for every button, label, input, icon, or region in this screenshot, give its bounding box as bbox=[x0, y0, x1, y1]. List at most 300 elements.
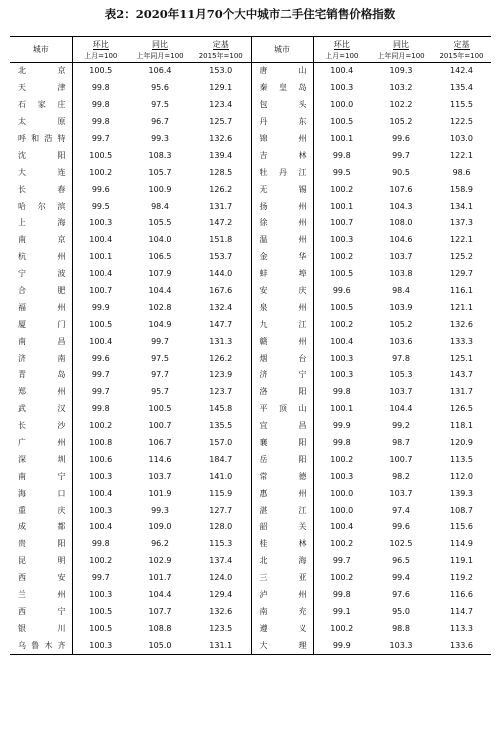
city-name: 桂林 bbox=[251, 536, 313, 553]
base-index: 134.1 bbox=[450, 201, 473, 211]
mom-index: 100.2 bbox=[330, 573, 354, 583]
table-row bbox=[10, 164, 491, 181]
yoy-index: 96.7 bbox=[151, 117, 169, 127]
yoy-index: 114.6 bbox=[148, 454, 172, 464]
mom-index: 100.4 bbox=[89, 488, 113, 498]
city-name: 扬州 bbox=[251, 198, 313, 215]
yoy-index: 95.7 bbox=[151, 387, 169, 397]
base-index: 131.3 bbox=[191, 333, 251, 350]
table-row bbox=[10, 637, 491, 654]
yoy-index: 106.4 bbox=[148, 66, 172, 76]
header-city-left: 城市 bbox=[10, 37, 72, 63]
city-name: 广州 bbox=[10, 435, 72, 452]
city-name: 蚌埠 bbox=[251, 266, 313, 283]
header-yoy-right bbox=[370, 37, 432, 51]
city-name: 济南 bbox=[10, 350, 72, 367]
city-name: 西宁 bbox=[10, 604, 72, 621]
mom-index: 99.9 bbox=[332, 421, 351, 431]
base-index: 122.1 bbox=[450, 235, 473, 245]
yoy-index: 108.8 bbox=[148, 623, 172, 633]
base-index: 123.7 bbox=[191, 384, 251, 401]
base-index: 157.0 bbox=[191, 435, 251, 452]
city-name: 成都 bbox=[10, 519, 72, 536]
yoy-index: 102.8 bbox=[148, 302, 172, 312]
mom-index: 99.7 bbox=[91, 370, 110, 380]
header-yoy-left bbox=[129, 37, 191, 51]
city-name: 岳阳 bbox=[251, 451, 313, 468]
city-name: 南京 bbox=[10, 232, 72, 249]
header-base-sub-left: 2015年=100 bbox=[191, 50, 251, 63]
header-city-right: 城市 bbox=[251, 37, 313, 63]
yoy-index: 104.9 bbox=[148, 319, 172, 329]
base-index: 112.0 bbox=[450, 471, 473, 481]
mom-index: 100.1 bbox=[330, 404, 354, 414]
yoy-index: 109.0 bbox=[148, 522, 172, 532]
yoy-index: 104.3 bbox=[389, 201, 413, 211]
base-index: 133.6 bbox=[432, 637, 491, 654]
mom-index: 99.1 bbox=[332, 606, 351, 616]
table-row bbox=[10, 451, 491, 468]
base-index: 131.1 bbox=[191, 637, 251, 654]
table-row bbox=[10, 604, 491, 621]
city-name: 青岛 bbox=[10, 367, 72, 384]
mom-index: 100.5 bbox=[330, 269, 354, 279]
yoy-index: 105.0 bbox=[129, 637, 191, 654]
mom-index: 100.2 bbox=[89, 421, 113, 431]
yoy-index: 99.6 bbox=[392, 134, 410, 143]
mom-index: 100.0 bbox=[330, 100, 354, 110]
base-index: 113.5 bbox=[450, 454, 473, 464]
city-name: 南充 bbox=[251, 604, 313, 621]
yoy-index: 103.7 bbox=[389, 387, 413, 397]
yoy-index: 99.7 bbox=[151, 336, 169, 346]
yoy-index: 103.9 bbox=[389, 302, 413, 312]
table-row bbox=[10, 333, 491, 350]
city-name: 石家庄 bbox=[10, 97, 72, 114]
mom-index: 99.7 bbox=[91, 134, 110, 143]
base-index: 119.2 bbox=[450, 573, 473, 583]
city-name: 徐州 bbox=[251, 215, 313, 232]
yoy-index: 107.6 bbox=[389, 184, 413, 194]
base-index: 129.1 bbox=[191, 80, 251, 97]
city-name: 贵阳 bbox=[10, 536, 72, 553]
mom-index: 100.2 bbox=[330, 184, 354, 194]
base-index: 129.4 bbox=[191, 587, 251, 604]
mom-index: 99.8 bbox=[332, 438, 351, 448]
yoy-index: 104.0 bbox=[148, 235, 172, 245]
base-index: 118.1 bbox=[450, 421, 473, 431]
city-name: 吉林 bbox=[251, 147, 313, 164]
price-index-table bbox=[10, 36, 491, 655]
mom-index: 100.3 bbox=[72, 637, 129, 654]
table-row bbox=[10, 367, 491, 384]
yoy-index: 104.4 bbox=[148, 286, 172, 296]
yoy-index: 100.5 bbox=[148, 404, 172, 414]
city-name: 海口 bbox=[10, 485, 72, 502]
city-name: 九江 bbox=[251, 316, 313, 333]
city-name: 秦皇岛 bbox=[251, 80, 313, 97]
table-row bbox=[10, 266, 491, 283]
base-index: 153.0 bbox=[191, 63, 251, 80]
table-row bbox=[10, 63, 491, 80]
base-index: 139.3 bbox=[450, 488, 473, 498]
base-index: 132.4 bbox=[191, 299, 251, 316]
base-index: 147.2 bbox=[191, 215, 251, 232]
header-base-sub-right: 2015年=100 bbox=[432, 50, 491, 63]
city-name: 平顶山 bbox=[251, 401, 313, 418]
header-mom-label: 环比 bbox=[333, 40, 350, 49]
base-index: 108.7 bbox=[450, 505, 473, 515]
base-index: 142.4 bbox=[450, 66, 473, 76]
mom-index: 100.5 bbox=[89, 623, 113, 633]
yoy-index: 104.6 bbox=[389, 235, 413, 245]
yoy-index: 97.5 bbox=[151, 353, 169, 363]
city-name: 包头 bbox=[251, 97, 313, 114]
table-row bbox=[10, 401, 491, 418]
mom-index: 100.4 bbox=[330, 522, 354, 532]
yoy-index: 90.5 bbox=[392, 167, 410, 177]
mom-index: 100.4 bbox=[89, 235, 113, 245]
city-name: 兰州 bbox=[10, 587, 72, 604]
mom-index: 100.3 bbox=[89, 505, 113, 515]
base-index: 125.7 bbox=[191, 114, 251, 131]
yoy-index: 96.2 bbox=[151, 539, 169, 549]
city-name: 襄阳 bbox=[251, 435, 313, 452]
header-base-label: 定基 bbox=[212, 40, 229, 49]
mom-index: 100.8 bbox=[89, 438, 113, 448]
table-row bbox=[10, 384, 491, 401]
base-index: 145.8 bbox=[191, 401, 251, 418]
city-name: 乌鲁木齐 bbox=[10, 637, 72, 654]
city-name: 呼和浩特 bbox=[10, 131, 72, 148]
mom-index: 99.7 bbox=[91, 387, 110, 397]
base-index: 143.7 bbox=[450, 370, 473, 380]
city-name: 常德 bbox=[251, 468, 313, 485]
mom-index: 100.5 bbox=[89, 319, 113, 329]
yoy-index: 106.7 bbox=[148, 438, 172, 448]
yoy-index: 106.5 bbox=[148, 252, 172, 262]
city-name: 济宁 bbox=[251, 367, 313, 384]
table-row bbox=[10, 502, 491, 519]
base-index: 128.5 bbox=[191, 164, 251, 181]
table-row bbox=[10, 350, 491, 367]
city-name: 长沙 bbox=[10, 418, 72, 435]
yoy-index: 98.4 bbox=[151, 201, 169, 211]
base-index: 139.4 bbox=[191, 147, 251, 164]
mom-index: 99.9 bbox=[313, 637, 370, 654]
city-name: 银川 bbox=[10, 620, 72, 637]
city-name: 惠州 bbox=[251, 485, 313, 502]
city-name: 西安 bbox=[10, 570, 72, 587]
mom-index: 100.2 bbox=[89, 556, 113, 566]
table-title: 表2：2020年11月70个大中城市二手住宅销售价格指数 bbox=[104, 7, 396, 21]
city-name: 南宁 bbox=[10, 468, 72, 485]
mom-index: 99.6 bbox=[91, 353, 110, 363]
mom-index: 100.0 bbox=[330, 505, 354, 515]
mom-index: 100.7 bbox=[89, 286, 113, 296]
yoy-index: 109.3 bbox=[389, 66, 413, 76]
base-index: 131.7 bbox=[450, 387, 473, 397]
yoy-index: 103.7 bbox=[389, 252, 413, 262]
table-row bbox=[10, 147, 491, 164]
table-row bbox=[10, 418, 491, 435]
city-name: 锦州 bbox=[251, 131, 313, 148]
city-name: 哈尔滨 bbox=[10, 198, 72, 215]
mom-index: 100.4 bbox=[330, 66, 354, 76]
base-index: 135.4 bbox=[450, 83, 473, 93]
table-row bbox=[10, 570, 491, 587]
yoy-index: 95.6 bbox=[151, 83, 169, 93]
mom-index: 100.0 bbox=[330, 488, 354, 498]
base-index: 132.6 bbox=[191, 131, 251, 148]
mom-index: 100.2 bbox=[330, 319, 354, 329]
yoy-index: 95.0 bbox=[392, 606, 410, 616]
base-index: 126.5 bbox=[450, 404, 473, 414]
city-name: 泉州 bbox=[251, 299, 313, 316]
table-row bbox=[10, 215, 491, 232]
mom-index: 100.5 bbox=[89, 606, 113, 616]
base-index: 115.5 bbox=[450, 100, 473, 110]
mom-index: 99.5 bbox=[332, 167, 351, 177]
city-name: 宜昌 bbox=[251, 418, 313, 435]
table-row bbox=[10, 299, 491, 316]
yoy-index: 99.3 bbox=[151, 505, 169, 515]
base-index: 114.9 bbox=[450, 539, 473, 549]
mom-index: 99.6 bbox=[332, 286, 351, 296]
table-row bbox=[10, 536, 491, 553]
table-row bbox=[10, 283, 491, 300]
table-row bbox=[10, 131, 491, 148]
header-yoy-sub-right: 上年同月=100 bbox=[370, 50, 432, 63]
mom-index: 99.8 bbox=[91, 117, 110, 127]
city-name: 沈阳 bbox=[10, 147, 72, 164]
table-row bbox=[10, 485, 491, 502]
base-index: 137.4 bbox=[191, 553, 251, 570]
city-name: 洛阳 bbox=[251, 384, 313, 401]
mom-index: 99.8 bbox=[91, 100, 110, 110]
city-name: 牡丹江 bbox=[251, 164, 313, 181]
base-index: 98.6 bbox=[452, 167, 471, 177]
base-index: 135.5 bbox=[191, 418, 251, 435]
mom-index: 100.2 bbox=[89, 167, 113, 177]
base-index: 184.7 bbox=[191, 451, 251, 468]
header-mom-sub-left: 上月=100 bbox=[72, 50, 129, 63]
base-index: 113.3 bbox=[450, 623, 473, 633]
yoy-index: 99.6 bbox=[392, 522, 410, 532]
mom-index: 99.8 bbox=[332, 387, 351, 397]
mom-index: 100.3 bbox=[89, 590, 113, 600]
city-name: 长春 bbox=[10, 181, 72, 198]
table-row bbox=[10, 316, 491, 333]
header-mom-right bbox=[313, 37, 370, 51]
yoy-index: 99.7 bbox=[392, 150, 410, 160]
yoy-index: 100.7 bbox=[148, 421, 172, 431]
base-index: 125.2 bbox=[450, 252, 473, 262]
yoy-index: 105.3 bbox=[389, 370, 413, 380]
city-name: 韶关 bbox=[251, 519, 313, 536]
base-index: 151.8 bbox=[191, 232, 251, 249]
base-index: 122.5 bbox=[450, 117, 473, 127]
city-name: 太原 bbox=[10, 114, 72, 131]
city-name: 杭州 bbox=[10, 249, 72, 266]
city-name: 安庆 bbox=[251, 283, 313, 300]
mom-index: 100.5 bbox=[89, 150, 113, 160]
header-yoy-label: 同比 bbox=[152, 40, 168, 49]
base-index: 141.0 bbox=[191, 468, 251, 485]
yoy-index: 103.2 bbox=[389, 83, 413, 93]
city-name: 泸州 bbox=[251, 587, 313, 604]
city-name: 厦门 bbox=[10, 316, 72, 333]
base-index: 115.9 bbox=[191, 485, 251, 502]
city-name: 金华 bbox=[251, 249, 313, 266]
mom-index: 100.2 bbox=[330, 623, 354, 633]
base-index: 133.3 bbox=[450, 336, 473, 346]
mom-index: 100.4 bbox=[330, 336, 354, 346]
base-index: 147.7 bbox=[191, 316, 251, 333]
base-index: 144.0 bbox=[191, 266, 251, 283]
yoy-index: 99.2 bbox=[392, 421, 410, 431]
header-yoy-label: 同比 bbox=[393, 40, 409, 49]
city-name: 湛江 bbox=[251, 502, 313, 519]
yoy-index: 103.8 bbox=[389, 269, 413, 279]
mom-index: 99.8 bbox=[332, 150, 351, 160]
table-row bbox=[10, 181, 491, 198]
base-index: 123.5 bbox=[191, 620, 251, 637]
table-row bbox=[10, 468, 491, 485]
mom-index: 100.1 bbox=[330, 134, 354, 143]
mom-index: 99.8 bbox=[91, 83, 110, 93]
mom-index: 100.5 bbox=[330, 302, 354, 312]
mom-index: 99.7 bbox=[91, 573, 110, 583]
yoy-index: 105.5 bbox=[148, 218, 172, 228]
city-name: 武汉 bbox=[10, 401, 72, 418]
yoy-index: 105.2 bbox=[389, 319, 413, 329]
yoy-index: 108.0 bbox=[389, 218, 413, 228]
header-mom-sub-right: 上月=100 bbox=[313, 50, 370, 63]
base-index: 167.6 bbox=[191, 283, 251, 300]
base-index: 128.0 bbox=[191, 519, 251, 536]
mom-index: 100.4 bbox=[89, 522, 113, 532]
city-name: 大理 bbox=[251, 637, 313, 654]
city-name: 无锡 bbox=[251, 181, 313, 198]
yoy-index: 101.9 bbox=[148, 488, 172, 498]
city-name: 北海 bbox=[251, 553, 313, 570]
mom-index: 100.1 bbox=[89, 252, 113, 262]
yoy-index: 105.2 bbox=[389, 117, 413, 127]
header-base-left bbox=[191, 37, 251, 51]
yoy-index: 98.7 bbox=[392, 438, 410, 448]
yoy-index: 96.5 bbox=[392, 556, 410, 566]
mom-index: 99.9 bbox=[91, 302, 110, 312]
base-index: 122.1 bbox=[450, 150, 473, 160]
table-row bbox=[10, 232, 491, 249]
mom-index: 100.3 bbox=[330, 353, 354, 363]
city-name: 遵义 bbox=[251, 620, 313, 637]
yoy-index: 100.9 bbox=[148, 184, 172, 194]
table-row bbox=[10, 620, 491, 637]
mom-index: 100.3 bbox=[330, 83, 354, 93]
yoy-index: 102.5 bbox=[389, 539, 413, 549]
base-index: 120.9 bbox=[450, 438, 473, 448]
header-mom-left bbox=[72, 37, 129, 51]
city-name: 大连 bbox=[10, 164, 72, 181]
base-index: 127.7 bbox=[191, 502, 251, 519]
table-row bbox=[10, 553, 491, 570]
table-row bbox=[10, 80, 491, 97]
base-index: 132.6 bbox=[450, 319, 473, 329]
mom-index: 100.7 bbox=[330, 218, 354, 228]
city-name: 重庆 bbox=[10, 502, 72, 519]
mom-index: 99.8 bbox=[91, 404, 110, 414]
base-index: 125.1 bbox=[450, 353, 473, 363]
city-name: 唐山 bbox=[251, 63, 313, 80]
yoy-index: 97.5 bbox=[151, 100, 169, 110]
base-index: 137.3 bbox=[450, 218, 473, 228]
base-index: 116.1 bbox=[450, 286, 473, 296]
base-index: 153.7 bbox=[191, 249, 251, 266]
base-index: 131.7 bbox=[191, 198, 251, 215]
table-row bbox=[10, 97, 491, 114]
yoy-index: 102.9 bbox=[148, 556, 172, 566]
mom-index: 99.8 bbox=[332, 590, 351, 600]
base-index: 119.1 bbox=[450, 556, 473, 566]
base-index: 158.9 bbox=[450, 184, 473, 194]
mom-index: 100.2 bbox=[330, 539, 354, 549]
mom-index: 99.6 bbox=[91, 184, 110, 194]
yoy-index: 98.8 bbox=[392, 623, 410, 633]
table-row bbox=[10, 249, 491, 266]
city-name: 丹东 bbox=[251, 114, 313, 131]
city-name: 赣州 bbox=[251, 333, 313, 350]
city-name: 合肥 bbox=[10, 283, 72, 300]
yoy-index: 107.9 bbox=[148, 269, 172, 279]
table-row bbox=[10, 114, 491, 131]
yoy-index: 98.2 bbox=[392, 471, 410, 481]
mom-index: 100.3 bbox=[330, 370, 354, 380]
mom-index: 100.2 bbox=[330, 454, 354, 464]
base-index: 114.7 bbox=[450, 606, 473, 616]
table-row bbox=[10, 198, 491, 215]
city-name: 昆明 bbox=[10, 553, 72, 570]
mom-index: 99.7 bbox=[332, 556, 351, 566]
city-name: 上海 bbox=[10, 215, 72, 232]
base-index: 129.7 bbox=[450, 269, 473, 279]
yoy-index: 97.6 bbox=[392, 590, 410, 600]
base-index: 103.0 bbox=[450, 134, 473, 143]
yoy-index: 103.3 bbox=[370, 637, 432, 654]
city-name: 三亚 bbox=[251, 570, 313, 587]
yoy-index: 99.3 bbox=[151, 134, 169, 143]
base-index: 123.4 bbox=[191, 97, 251, 114]
table-row bbox=[10, 519, 491, 536]
yoy-index: 104.4 bbox=[389, 404, 413, 414]
base-index: 116.6 bbox=[450, 590, 473, 600]
header-base-label: 定基 bbox=[453, 40, 470, 49]
header-base-right bbox=[432, 37, 491, 51]
yoy-index: 103.6 bbox=[389, 336, 413, 346]
mom-index: 100.5 bbox=[89, 66, 113, 76]
yoy-index: 97.7 bbox=[151, 370, 169, 380]
base-index: 126.2 bbox=[191, 350, 251, 367]
base-index: 121.1 bbox=[450, 302, 473, 312]
yoy-index: 105.7 bbox=[148, 167, 172, 177]
yoy-index: 103.7 bbox=[389, 488, 413, 498]
city-name: 天津 bbox=[10, 80, 72, 97]
yoy-index: 101.7 bbox=[148, 573, 172, 583]
city-name: 南昌 bbox=[10, 333, 72, 350]
city-name: 烟台 bbox=[251, 350, 313, 367]
table-row bbox=[10, 587, 491, 604]
